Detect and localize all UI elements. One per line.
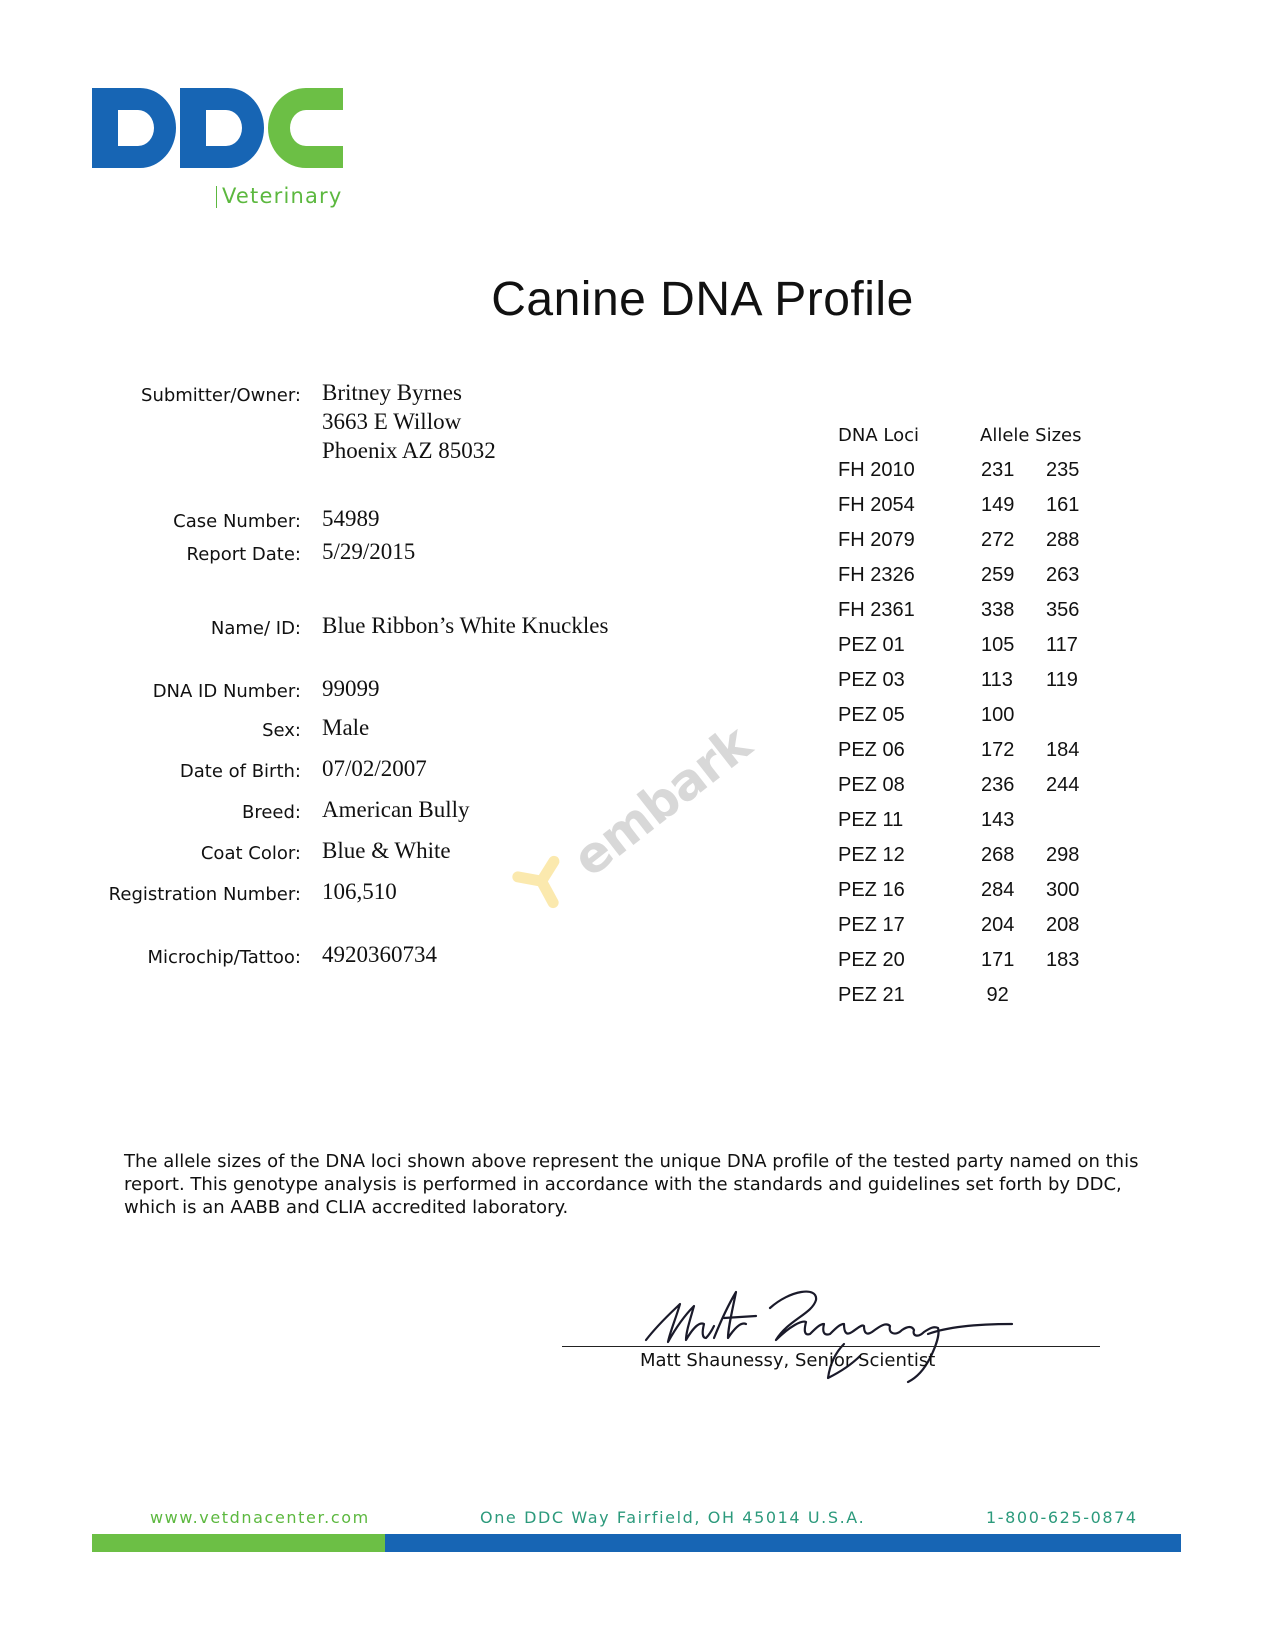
locus-name: PEZ 05 — [838, 704, 905, 726]
microchip-value: 4920360734 — [322, 942, 437, 967]
watermark-text: embark — [561, 714, 762, 889]
case-number-label: Case Number: — [173, 511, 301, 532]
allele-1: 231 — [981, 459, 1015, 481]
loci-row — [838, 809, 1138, 839]
loci-column-header: DNA Loci — [838, 425, 919, 446]
ddc-logo-mark — [92, 88, 362, 178]
logo-sub-label: Veterinary — [222, 184, 343, 208]
loci-row — [838, 494, 1138, 524]
allele-1: 92 — [981, 984, 1009, 1006]
report-date-value: 5/29/2015 — [322, 539, 416, 564]
allele-column-header: Allele Sizes — [980, 425, 1082, 446]
allele-1: 284 — [981, 879, 1015, 901]
loci-row — [838, 774, 1138, 804]
signer-name: Matt Shaunessy, Senior Scientist — [640, 1350, 936, 1371]
allele-1: 236 — [981, 774, 1015, 796]
allele-2: 119 — [1046, 669, 1078, 691]
loci-row — [838, 704, 1138, 734]
allele-2: 298 — [1046, 844, 1080, 866]
locus-name: PEZ 08 — [838, 774, 905, 796]
allele-2: 117 — [1046, 634, 1078, 656]
submitter-name: Britney Byrnes — [322, 380, 462, 405]
allele-2: 300 — [1046, 879, 1080, 901]
submitter-address-line1: 3663 E Willow — [322, 409, 462, 434]
loci-row — [838, 529, 1138, 559]
page-title: Canine DNA Profile — [491, 273, 914, 326]
breed-value: American Bully — [322, 797, 470, 822]
locus-name: PEZ 20 — [838, 949, 905, 971]
loci-row — [838, 669, 1138, 699]
allele-2: 235 — [1046, 459, 1080, 481]
sex-label: Sex: — [262, 720, 301, 741]
registration-value: 106,510 — [322, 879, 397, 904]
name-id-label: Name/ ID: — [210, 618, 301, 639]
allele-2: 288 — [1046, 529, 1080, 551]
allele-1: 100 — [981, 704, 1015, 726]
allele-2: 244 — [1046, 774, 1080, 796]
locus-name: PEZ 16 — [838, 879, 905, 901]
footer-address: One DDC Way Fairfield, OH 45014 U.S.A. — [480, 1508, 866, 1527]
embark-watermark — [488, 702, 779, 972]
ddc-veterinary-logo — [92, 88, 362, 218]
name-id-value: Blue Ribbon’s White Knuckles — [322, 613, 609, 638]
allele-1: 149 — [981, 494, 1015, 516]
locus-name: FH 2010 — [838, 459, 915, 481]
footer-website-link[interactable]: www.vetdnacenter.com — [150, 1508, 370, 1527]
loci-row — [838, 914, 1138, 944]
allele-1: 272 — [981, 529, 1015, 551]
locus-name: PEZ 06 — [838, 739, 905, 761]
coat-color-value: Blue & White — [322, 838, 451, 863]
loci-row — [838, 879, 1138, 909]
allele-1: 113 — [981, 669, 1013, 691]
footer-green-bar — [92, 1534, 385, 1552]
breed-label: Breed: — [242, 802, 301, 823]
loci-row — [838, 739, 1138, 769]
loci-row — [838, 599, 1138, 629]
allele-1: 171 — [981, 949, 1015, 971]
loci-row — [838, 844, 1138, 874]
allele-2: 208 — [1046, 914, 1080, 936]
allele-1: 259 — [981, 564, 1015, 586]
registration-label: Registration Number: — [108, 884, 301, 905]
submitter-label: Submitter/Owner: — [141, 385, 301, 406]
loci-row — [838, 984, 1138, 1014]
allele-1: 143 — [981, 809, 1015, 831]
footer-blue-bar — [385, 1534, 1181, 1552]
locus-name: PEZ 21 — [838, 984, 905, 1006]
submitter-address-line2: Phoenix AZ 85032 — [322, 438, 496, 463]
coat-color-label: Coat Color: — [200, 843, 301, 864]
locus-name: FH 2361 — [838, 599, 915, 621]
footer-phone: 1-800-625-0874 — [986, 1508, 1138, 1527]
allele-1: 204 — [981, 914, 1015, 936]
allele-2: 183 — [1046, 949, 1080, 971]
microchip-label: Microchip/Tattoo: — [147, 947, 301, 968]
allele-1: 338 — [981, 599, 1015, 621]
locus-name: PEZ 01 — [838, 634, 905, 656]
allele-2: 161 — [1046, 494, 1080, 516]
locus-name: PEZ 17 — [838, 914, 905, 936]
loci-row — [838, 949, 1138, 979]
locus-name: FH 2079 — [838, 529, 915, 551]
report-date-label: Report Date: — [186, 544, 301, 565]
locus-name: PEZ 11 — [838, 809, 904, 831]
allele-2: 263 — [1046, 564, 1080, 586]
loci-row — [838, 459, 1138, 489]
dob-value: 07/02/2007 — [322, 756, 427, 781]
loci-row — [838, 634, 1138, 664]
logo-divider — [216, 186, 217, 208]
dob-label: Date of Birth: — [179, 761, 301, 782]
dna-id-value: 99099 — [322, 676, 380, 701]
allele-2: 184 — [1046, 739, 1080, 761]
signature-line — [562, 1346, 1100, 1347]
dna-id-label: DNA ID Number: — [152, 681, 301, 702]
locus-name: FH 2054 — [838, 494, 915, 516]
locus-name: PEZ 03 — [838, 669, 905, 691]
statement-paragraph: The allele sizes of the DNA loci shown above represent the unique DNA profile of the tested party named on this report. This genotype analysis is performed in accordance with the standards and guidelines set forth by DDC, which is an AABB and CLIA accredited laboratory. — [124, 1151, 1139, 1218]
case-number-value: 54989 — [322, 506, 380, 531]
allele-1: 172 — [981, 739, 1015, 761]
handwritten-signature — [640, 1282, 1040, 1392]
allele-2: 356 — [1046, 599, 1080, 621]
locus-name: FH 2326 — [838, 564, 915, 586]
sex-value: Male — [322, 715, 370, 740]
allele-1: 105 — [981, 634, 1015, 656]
loci-row — [838, 564, 1138, 594]
locus-name: PEZ 12 — [838, 844, 905, 866]
allele-1: 268 — [981, 844, 1015, 866]
